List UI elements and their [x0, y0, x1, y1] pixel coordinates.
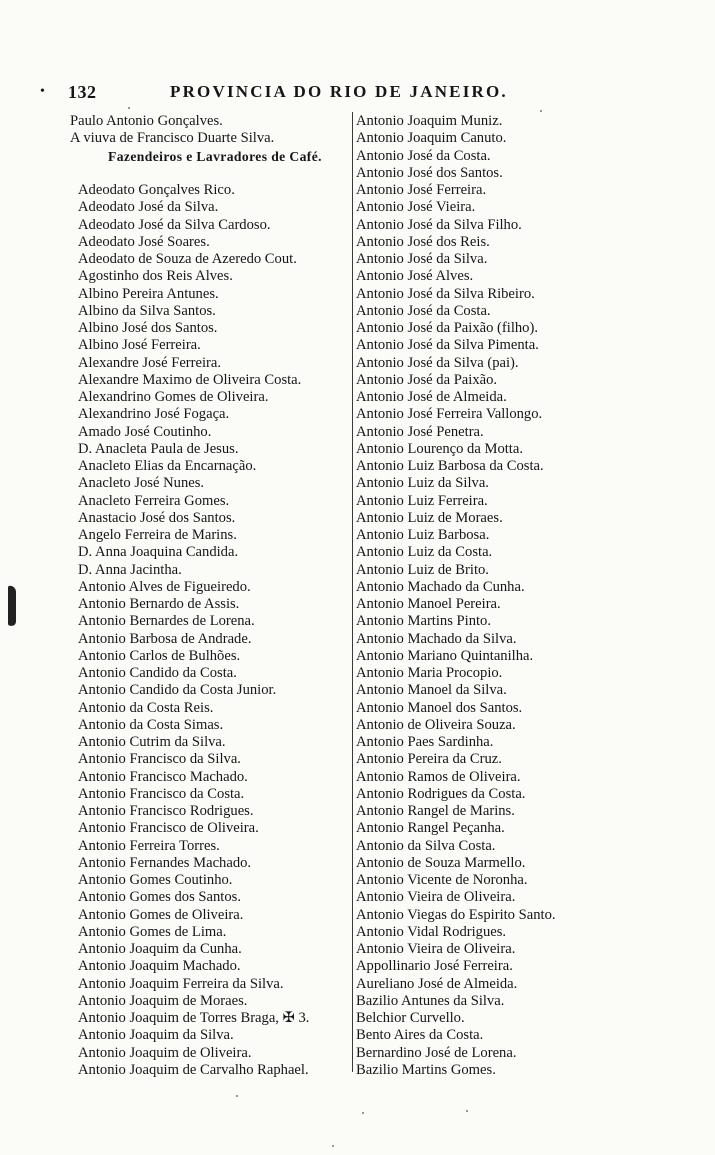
- list-entry: Alexandre Maximo de Oliveira Costa.: [78, 371, 302, 388]
- list-entry: Aureliano José de Almeida.: [356, 975, 518, 992]
- list-entry: Antonio Francisco da Costa.: [78, 785, 245, 802]
- list-entry: Antonio José de Almeida.: [356, 389, 507, 405]
- column-divider: [352, 112, 353, 1072]
- left-entries-before: [70, 113, 350, 148]
- list-entry: Antonio Mariano Quintanilha.: [356, 647, 534, 664]
- list-entry: Antonio José Ferreira.: [356, 182, 487, 198]
- right-entries: [356, 113, 636, 1079]
- list-entry: Antonio Rodrigues da Costa.: [356, 785, 526, 802]
- list-entry: Antonio José da Silva Pimenta.: [356, 337, 539, 354]
- list-entry: Antonio Francisco Rodrigues.: [78, 803, 254, 819]
- header-bullet: •: [40, 84, 45, 99]
- list-entry: A viuva de Francisco Duarte Silva.: [70, 130, 275, 147]
- list-entry: Antonio Machado da Cunha.: [356, 578, 525, 595]
- list-entry: Anacleto José Nunes.: [78, 475, 205, 492]
- list-entry: Albino Pereira Antunes.: [78, 285, 219, 302]
- list-entry: Antonio Gomes de Oliveira.: [78, 906, 244, 923]
- list-entry: Antonio Joaquim Ferreira da Silva.: [78, 975, 284, 992]
- list-entry: Anastacio José dos Santos.: [78, 509, 236, 526]
- list-entry: Antonio Luiz Barbosa.: [356, 527, 490, 543]
- list-entry: Antonio Maria Procopio.: [356, 665, 503, 681]
- list-entry: D. Anna Joaquina Candida.: [78, 544, 239, 561]
- list-entry: Antonio Gomes Coutinho.: [78, 872, 233, 888]
- margin-ink-mark: [8, 585, 16, 626]
- list-entry: Antonio Carlos de Bulhões.: [78, 647, 241, 664]
- list-entry: Antonio José da Costa.: [356, 147, 491, 164]
- list-entry: Antonio José da Silva (pai).: [356, 354, 519, 371]
- list-entry: Antonio Joaquim Muniz.: [356, 113, 503, 129]
- list-entry: Antonio Joaquim da Cunha.: [78, 941, 242, 957]
- list-entry: Antonio Joaquim de Torres Braga, ✠ 3.: [78, 1010, 310, 1026]
- list-entry: Adeodato Gonçalves Rico.: [78, 182, 235, 198]
- list-entry: Antonio Vieira de Oliveira.: [356, 889, 516, 906]
- list-entry: Antonio Luiz de Brito.: [356, 561, 489, 578]
- speck: [540, 110, 542, 112]
- list-entry: Antonio Fernandes Machado.: [78, 854, 252, 871]
- list-entry: Bento Aires da Costa.: [356, 1027, 484, 1044]
- list-entry: Adeodato de Souza de Azeredo Cout.: [78, 251, 297, 267]
- left-column: [70, 113, 350, 1079]
- list-entry: D. Anna Jacintha.: [78, 561, 182, 578]
- list-entry: Antonio Viegas do Espirito Santo.: [356, 906, 556, 923]
- list-entry: Albino José dos Santos.: [78, 320, 218, 336]
- list-entry: Antonio Paes Sardinha.: [356, 734, 494, 750]
- list-entry: Antonio José da Costa.: [356, 302, 491, 319]
- list-entry: Antonio Luiz da Costa.: [356, 544, 493, 561]
- list-entry: Antonio Luiz Ferreira.: [356, 492, 488, 509]
- list-entry: Antonio Joaquim de Carvalho Raphael.: [78, 1061, 309, 1078]
- list-entry: Adeodato José da Silva.: [78, 199, 219, 216]
- list-entry: Antonio Rangel de Marins.: [356, 803, 515, 819]
- list-entry: Antonio José da Silva Ribeiro.: [356, 285, 535, 302]
- list-entry: Antonio Francisco da Silva.: [78, 751, 241, 768]
- list-entry: Antonio Joaquim de Oliveira.: [78, 1044, 252, 1061]
- list-entry: Belchior Curvello.: [356, 1010, 465, 1026]
- list-entry: Adeodato José da Silva Cardoso.: [78, 216, 271, 233]
- list-entry: Antonio José Vieira.: [356, 199, 476, 216]
- list-entry: Antonio Joaquim de Moraes.: [78, 992, 248, 1009]
- list-entry: Antonio Rangel Peçanha.: [356, 820, 505, 837]
- list-entry: Anacleto Ferreira Gomes.: [78, 492, 230, 509]
- list-entry: Appollinario José Ferreira.: [356, 958, 513, 975]
- speck: [332, 1145, 334, 1147]
- list-entry: Antonio José dos Santos.: [356, 164, 503, 181]
- list-entry: Antonio Luiz Barbosa da Costa.: [356, 458, 544, 474]
- list-entry: Antonio José Penetra.: [356, 423, 484, 440]
- page-header: [40, 82, 560, 106]
- left-entries: [70, 182, 350, 1079]
- list-entry: Alexandre José Ferreira.: [78, 354, 222, 371]
- list-entry: Antonio Vidal Rodrigues.: [356, 923, 507, 940]
- list-entry: Antonio Joaquim Machado.: [78, 958, 241, 975]
- list-entry: Antonio José da Silva.: [356, 251, 488, 267]
- list-entry: Alexandrino Gomes de Oliveira.: [78, 389, 269, 405]
- page-number: 132: [68, 82, 97, 102]
- list-entry: Antonio Gomes de Lima.: [78, 923, 227, 940]
- list-entry: Antonio Alves de Figueiredo.: [78, 578, 251, 595]
- list-entry: Albino da Silva Santos.: [78, 302, 216, 319]
- speck: [362, 1112, 364, 1114]
- list-entry: Albino José Ferreira.: [78, 337, 201, 354]
- list-entry: Antonio Joaquim Canuto.: [356, 130, 507, 147]
- list-entry: Agostinho dos Reis Alves.: [78, 268, 233, 285]
- running-title: PROVINCIA DO RIO DE JANEIRO.: [170, 82, 508, 101]
- list-entry: Antonio Luiz da Silva.: [356, 475, 489, 492]
- speck: [466, 1110, 468, 1112]
- list-entry: Antonio José da Silva Filho.: [356, 216, 522, 233]
- list-entry: Antonio Gomes dos Santos.: [78, 889, 241, 906]
- list-entry: Antonio Manoel dos Santos.: [356, 699, 523, 716]
- list-entry: Antonio Candido da Costa.: [78, 665, 237, 681]
- list-entry: Anacleto Elias da Encarnação.: [78, 458, 257, 474]
- list-entry: Antonio Machado da Silva.: [356, 630, 517, 647]
- list-entry: Bernardino José de Lorena.: [356, 1044, 517, 1061]
- list-entry: Antonio Bernardes de Lorena.: [78, 613, 255, 630]
- list-entry: Antonio José da Paixão (filho).: [356, 320, 538, 336]
- list-entry: Antonio Joaquim da Silva.: [78, 1027, 234, 1044]
- list-entry: Antonio Martins Pinto.: [356, 613, 491, 630]
- list-entry: Antonio Candido da Costa Junior.: [78, 682, 277, 699]
- list-entry: Antonio Lourenço da Motta.: [356, 440, 523, 457]
- list-entry: Antonio Cutrim da Silva.: [78, 734, 226, 750]
- list-entry: Adeodato José Soares.: [78, 233, 210, 250]
- list-entry: Antonio Manoel da Silva.: [356, 682, 507, 699]
- list-entry: Angelo Ferreira de Marins.: [78, 527, 237, 543]
- list-entry: Antonio de Souza Marmello.: [356, 854, 526, 871]
- speck: [128, 107, 130, 109]
- list-entry: Antonio da Costa Simas.: [78, 716, 224, 733]
- list-entry: Alexandrino José Fogaça.: [78, 406, 230, 423]
- list-entry: Antonio Bernardo de Assis.: [78, 596, 240, 612]
- section-title: Fazendeiros e Lavradores de Café.: [108, 148, 322, 164]
- list-entry: Antonio Vieira de Oliveira.: [356, 941, 516, 957]
- list-entry: Antonio Francisco Machado.: [78, 768, 248, 785]
- list-entry: Antonio José Ferreira Vallongo.: [356, 406, 543, 423]
- list-entry: Antonio Ferreira Torres.: [78, 837, 220, 854]
- list-entry: Antonio da Silva Costa.: [356, 837, 496, 854]
- list-entry: Antonio Vicente de Noronha.: [356, 872, 528, 888]
- list-entry: Bazilio Martins Gomes.: [356, 1061, 496, 1078]
- list-entry: Antonio Ramos de Oliveira.: [356, 768, 521, 785]
- list-entry: Antonio Manoel Pereira.: [356, 596, 501, 612]
- list-entry: Paulo Antonio Gonçalves.: [70, 113, 223, 129]
- list-entry: Antonio Luiz de Moraes.: [356, 509, 503, 526]
- list-entry: Antonio de Oliveira Souza.: [356, 716, 516, 733]
- list-entry: Antonio José Alves.: [356, 268, 474, 285]
- right-column: [356, 113, 636, 1079]
- list-entry: Antonio José dos Reis.: [356, 233, 490, 250]
- speck: [236, 1095, 238, 1097]
- list-entry: Antonio Barbosa de Andrade.: [78, 630, 252, 647]
- list-entry: D. Anacleta Paula de Jesus.: [78, 440, 239, 457]
- list-entry: Antonio José da Paixão.: [356, 371, 498, 388]
- list-entry: Amado José Coutinho.: [78, 423, 212, 440]
- list-entry: Antonio da Costa Reis.: [78, 699, 214, 716]
- list-entry: Bazilio Antunes da Silva.: [356, 992, 505, 1009]
- list-entry: Antonio Pereira da Cruz.: [356, 751, 502, 768]
- list-entry: Antonio Francisco de Oliveira.: [78, 820, 259, 837]
